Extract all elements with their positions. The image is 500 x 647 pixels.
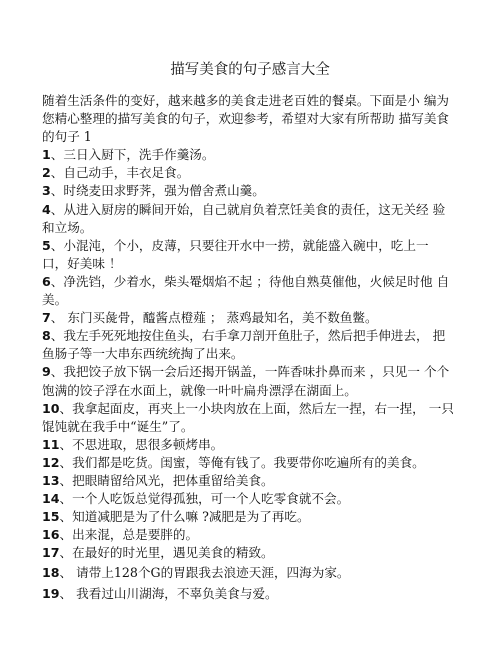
item-text: 、从进入厨房的瞬间开始，自己就肩负着烹饪美食的责任，这无关经 验和立场。 [42, 201, 446, 235]
item-text: 、我左手死死地按住鱼头，右手拿刀剖开鱼肚子，然后把手伸进去， 把鱼肠子等一大串东西统统掏了出来。 [42, 328, 446, 362]
list-item [42, 508, 454, 526]
list-item [42, 146, 454, 164]
list-item [42, 472, 454, 490]
item-text: 、自己动手，丰衣足食。 [50, 165, 190, 181]
item-number: 16 [42, 527, 60, 543]
list-item [42, 585, 454, 603]
item-number: 6 [42, 273, 51, 289]
list-item [42, 564, 454, 582]
item-text: 、一个人吃饭总觉得孤独，可一个人吃零食就不会。 [59, 491, 350, 507]
item-number: 8 [42, 328, 51, 344]
item-text: 、把眼睛留给风光，把体重留给美食。 [59, 472, 274, 488]
item-number: 10 [42, 400, 60, 416]
list-item [42, 363, 454, 399]
list-item [42, 309, 454, 327]
list-item [42, 201, 454, 237]
item-number: 2 [42, 165, 51, 181]
item-number: 9 [42, 364, 51, 380]
list-item [42, 436, 454, 454]
item-number: 19 [42, 585, 60, 601]
document-body [42, 92, 454, 603]
item-number: 14 [42, 491, 60, 507]
document-title: 描写美食的句子感言大全 [170, 62, 330, 78]
item-text: 、三日入厨下，洗手作羹汤。 [50, 147, 215, 163]
item-text: 、时绕麦田求野荠，强为僧舍煮山羹。 [50, 183, 265, 199]
item-text: 、知道减肥是为了什么嘛 ?减肥是为了再吃。 [59, 509, 310, 525]
item-number: 4 [42, 201, 51, 217]
list-item [42, 544, 454, 562]
item-text: 、我拿起面皮，再夹上一小块肉放在上面，然后左一捏，右一捏， 一只馄饨就在我手中“诞生”了。 [42, 400, 454, 434]
list-item [42, 490, 454, 508]
item-text: 、我们都是吃货。闺蜜，等俺有钱了。我要带你吃遍所有的美食。 [59, 454, 425, 470]
list-item [42, 526, 454, 544]
intro-paragraph: 随着生活条件的变好，越来越多的美食走进老百姓的餐桌。下面是小 编为您精心整理的描写美食的句子，欢迎参考，希望对大家有所帮助 描写美食的句子 1 [42, 93, 450, 145]
sentence-list [42, 146, 454, 602]
item-number: 11 [42, 436, 60, 452]
item-text: 、 东门买彘骨，醯酱点橙薤 ； 蒸鸡最知名，美不数鱼鳖。 [50, 310, 378, 326]
item-text: 、我把饺子放下锅一会后还揭开锅盖，一阵香味扑鼻而来 ，只见一 个个饱满的饺子浮在水面上，就像一叶叶扁舟漂浮在湖面上。 [42, 364, 450, 398]
list-item [42, 327, 454, 363]
item-number: 15 [42, 509, 60, 525]
item-number: 7 [42, 310, 51, 326]
item-text: 、出来混，总是要胖的。 [59, 527, 199, 543]
list-item [42, 400, 454, 436]
item-number: 17 [42, 545, 60, 561]
item-text: 、小混沌，个小，皮薄，只要往开水中一捞，就能盛入碗中，吃上一 口，好美味 ！ [42, 237, 429, 271]
item-number: 5 [42, 237, 51, 253]
item-number: 12 [42, 454, 60, 470]
item-text: 、 我看过山川湖海，不辜负美食与爱。 [59, 585, 278, 601]
item-text: 、在最好的时光里，遇见美食的精致。 [59, 545, 274, 561]
item-number: 13 [42, 472, 60, 488]
item-number: 3 [42, 183, 51, 199]
list-item [42, 182, 454, 200]
list-item [42, 164, 454, 182]
list-item [42, 273, 454, 309]
list-item [42, 237, 454, 273]
item-number: 18 [42, 565, 60, 581]
list-item [42, 454, 454, 472]
item-text: 、 请带上128个G的胃跟我去浪迹天涯，四海为家。 [59, 565, 350, 581]
item-text: 、不思进取，思很多顿烤串。 [59, 436, 224, 452]
item-text: 、净洗铛，少着水，柴头罨烟焰不起 ；待他自熟莫催他，火候足时他 自美。 [42, 273, 450, 308]
item-number: 1 [42, 147, 51, 163]
